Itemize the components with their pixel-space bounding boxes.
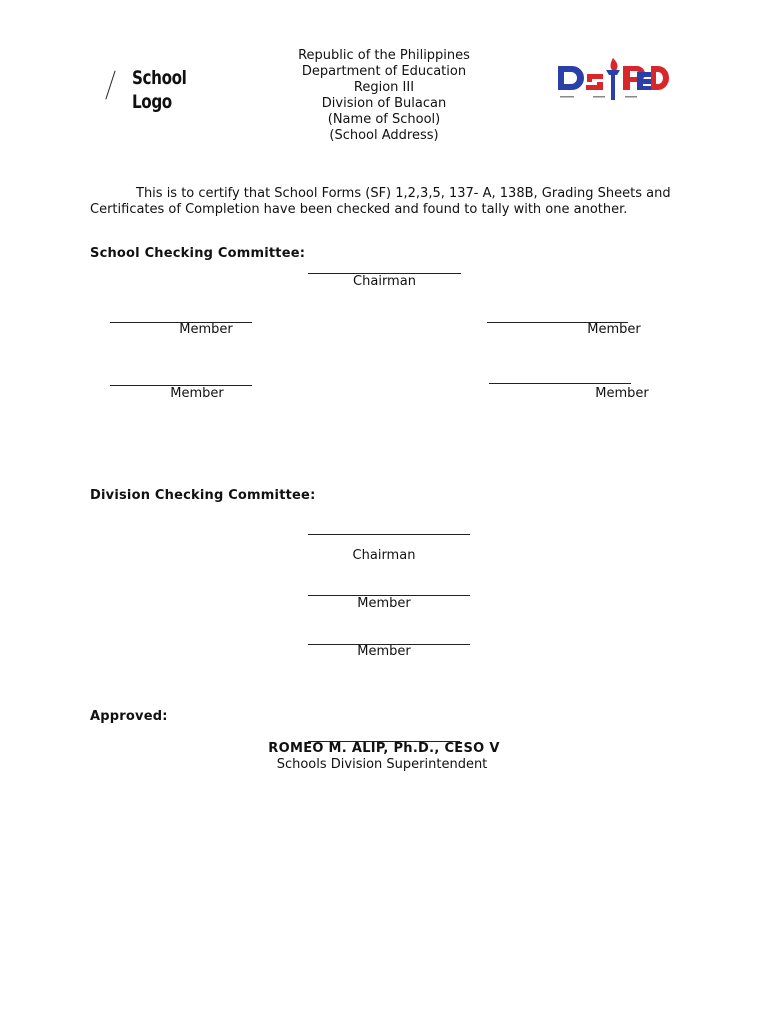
header-line-department: Department of Education xyxy=(301,64,467,79)
deped-letter-d-2 xyxy=(651,66,669,90)
approved-title: Approved: xyxy=(90,709,168,724)
deped-logo-graphic xyxy=(555,56,670,106)
school-logo-line-1: School xyxy=(132,67,187,89)
division-committee-title: Division Checking Committee: xyxy=(90,488,316,503)
tagline-mark-1 xyxy=(560,96,574,98)
school-member-2-label: Member xyxy=(587,322,641,337)
header-line-republic: Republic of the Philippines xyxy=(298,48,470,63)
approver-position: Schools Division Superintendent xyxy=(276,757,488,772)
logo-placeholder-stroke xyxy=(105,71,115,100)
deped-letter-e-2 xyxy=(637,72,651,90)
deped-torch-logo-icon xyxy=(555,56,670,106)
header-line-division: Division of Bulacan xyxy=(321,96,447,111)
approver-name: ROMEO M. ALIP, Ph.D., CESO V xyxy=(268,741,500,756)
header-line-school-name: (Name of School) xyxy=(327,112,441,127)
header-line-school-address: (School Address) xyxy=(329,128,439,143)
division-member-1-label: Member xyxy=(357,596,411,611)
tagline-mark-2 xyxy=(593,96,605,98)
school-logo-line-2: Logo xyxy=(132,91,172,113)
deped-letter-e xyxy=(586,74,603,90)
division-chairman-label: Chairman xyxy=(352,548,416,563)
header-line-region: Region III xyxy=(353,80,415,95)
school-committee-title: School Checking Committee: xyxy=(90,246,306,261)
school-member-3-label: Member xyxy=(170,386,224,401)
division-member-2-label: Member xyxy=(357,644,411,659)
tagline-mark-3 xyxy=(625,96,637,98)
school-logo-text xyxy=(132,66,186,114)
torch-flame xyxy=(611,58,618,72)
school-member-4-signature-line xyxy=(489,383,631,384)
torch-handle xyxy=(611,72,615,100)
school-member-4-label: Member xyxy=(595,386,649,401)
deped-letter-d-1 xyxy=(558,66,584,90)
school-member-1-label: Member xyxy=(179,322,233,337)
school-chairman-label: Chairman xyxy=(353,274,416,289)
division-chairman-signature-line xyxy=(308,534,470,535)
certification-paragraph: This is to certify that School Forms (SF) 1,2,3,5, 137- A, 138B, Grading Sheets and Certificates of Completion have been checked and found to tally with one another. xyxy=(90,186,671,217)
school-logo xyxy=(106,64,206,124)
torch-cup xyxy=(606,70,620,75)
